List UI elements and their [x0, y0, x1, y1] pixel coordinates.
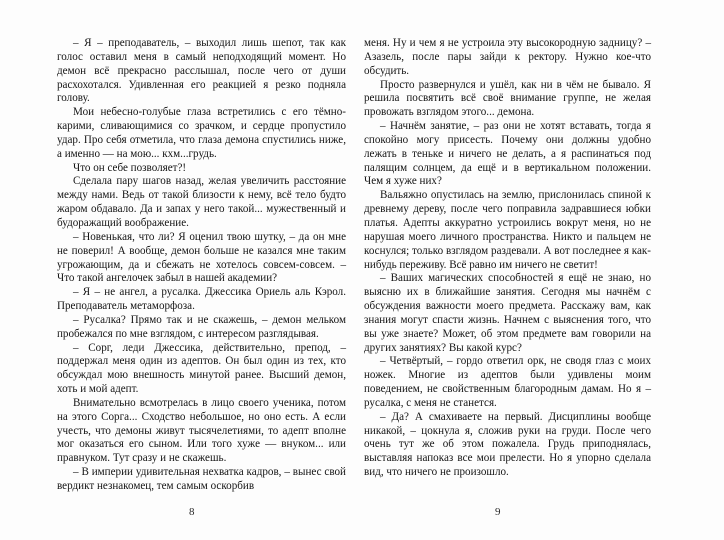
right-page [364, 0, 671, 540]
paragraph: меня. Ну и чем я не устроила эту высокородную задницу? – Азазель, после пары зайди к ректору. Нужно кое-что обсудить. [364, 37, 651, 77]
paragraph: – Да? А смахиваете на первый. Дисциплины вообще никакой, – цокнула я, сложив руки на груди. После чего очень тут же об этом пожалела. Грудь приподнялась, выставляя напоказ все мои прелести. Но я упорно сделала вид, что ничего не произошло. [364, 410, 651, 479]
paragraph: – Начнём занятие, – раз они не хотят вставать, тогда я спокойно могу присесть. Почему они должны удобно лежать в теньке и ничего не делать, а я распинаться под палящим солнцем, да ещё и в вертикальном положении. Чем я хуже них? [364, 120, 651, 188]
paragraph: – Новенькая, что ли? Я оценил твою шутку, – да он мне не поверил! А вообще, демон больше не казался мне таким угрожающим, да и сбежать не хотелось совсем-совсем. – Что такой ангелочек забыл в нашей академии? [57, 230, 346, 285]
page-number-right: 9 [495, 506, 501, 518]
paragraph: – Ваших магических способностей я ещё не знаю, но выясню их в ближайшие занятия. Сегодня мы начнём с обсуждения важности моего предмета. Расскажу вам, как знания могут спасти жизнь. Начнем с выяснения того, что вы уже знаете? Может, об этом предмете вам говорили на других занятиях? Вы какой курс? [364, 272, 651, 354]
right-page-text-column [364, 37, 651, 480]
paragraph: – В империи удивительная нехватка кадров, – вынес свой вердикт незнакомец, тем самым оскорбив [57, 466, 346, 492]
paragraph: Сделала пару шагов назад, желая увеличить расстояние между нами. Ведь от такой близости к нему, всё тело будто жаром обдавало. Да и запах у него такой... мужественный и будоражащий воображение. [57, 175, 346, 229]
left-page [57, 0, 364, 540]
paragraph: Вальяжно опустилась на землю, прислонилась спиной к древнему дереву, после чего поправила задравшиеся юбки платья. Адепты аккуратно устроились вокрут меня, но не нарушая моего личного пространства. Никто и пальцем не коснулся; только взглядом раздевали. А вот последнее я как-нибудь переживу. Всё равно им ничего не светит! [364, 189, 651, 271]
paragraph: Мои небесно-голубые глаза встретились с его тёмно-карими, сливающимися со зрачком, и сердце пропустило удар. Про себя отметила, что глаза демона спустились ниже, а именно — на мою... кхм...грудь. [57, 106, 346, 160]
paragraph: – Сорг, леди Джессика, действительно, препод, – поддержал меня один из адептов. Он был один из тех, кто обсуждал мою внешность минутой ранее. Высший демон, хоть и мой адепт. [57, 341, 346, 396]
paragraph: Просто развернулся и ушёл, как ни в чём не бывало. Я решила посвятить всё своё внимание группе, не желая провожать взглядом этого... демона. [364, 78, 651, 119]
paragraph: – Я – преподаватель, – выходил лишь шепот, так как голос оставил меня в самый неподходящий момент. Но демон всё прекрасно расслышал, после чего от души расхохотался. Удивленная его реакцией я резко подняла голову. [57, 37, 346, 105]
page-number-left: 8 [189, 506, 195, 518]
paragraph: – Русалка? Прямо так и не скажешь, – демон мельком пробежался по мне взглядом, с интересом разглядывая. [57, 313, 346, 340]
paragraph: – Я – не ангел, а русалка. Джессика Ориель аль Кэрол. Преподаватель метаморфоза. [57, 286, 346, 313]
left-page-text-column [57, 37, 346, 494]
paragraph: Что он себе позволяет?! [73, 161, 187, 174]
paragraph: Внимательно всмотрелась в лицо своего ученика, потом на этого Сорга... Сходство небольшое, но оно есть. А если учесть, что демоны живут тысячелетиями, то адепт вполне мог оказаться его сыном. Или того хуже — внуком... или правнуком. Тут сразу и не скажешь. [57, 396, 346, 465]
paragraph: – Четвёртый, – гордо ответил орк, не сводя глаз с моих ножек. Многие из адептов были удивлены моим поведением, не свойственным благородным дамам. Но я – русалка, с меня не станется. [364, 355, 651, 409]
